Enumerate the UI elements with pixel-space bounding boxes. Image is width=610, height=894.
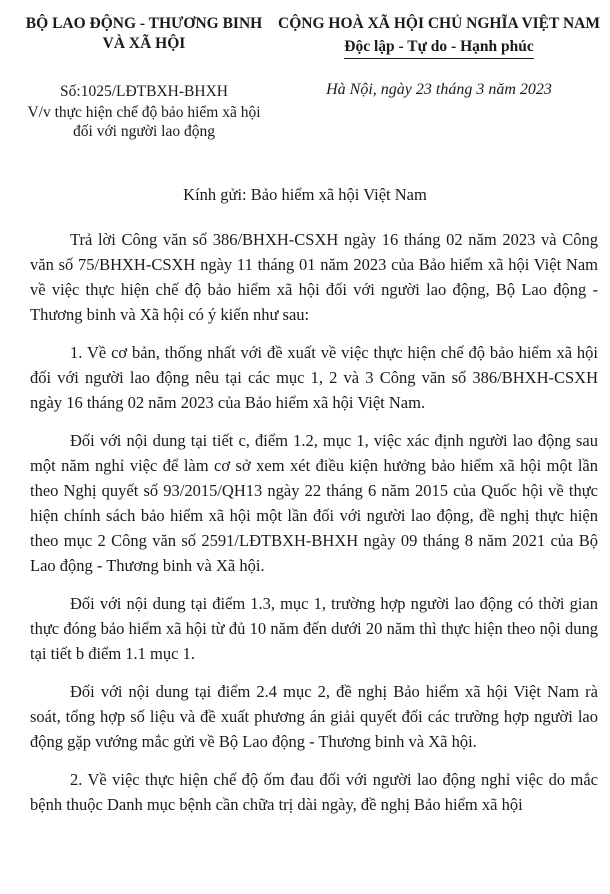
issuing-agency [14, 14, 274, 54]
document-reference [14, 82, 274, 141]
agency-line-2: VÀ XÃ HỘI [102, 35, 186, 52]
country-name: CỘNG HOÀ XÃ HỘI CHỦ NGHĨA VIỆT NAM [278, 15, 600, 32]
paragraph-2: 1. Về cơ bản, thống nhất với đề xuất về việc thực hiện chế độ bảo hiểm xã hội đối với người lao động nêu tại các mục 1, 2 và 3 Công văn số 386/BHXH-CSXH ngày 16 tháng 02 năm 2023 của Bảo hiểm xã hội Việt Nam. [30, 343, 598, 412]
paragraph-3: Đối với nội dung tại tiết c, điểm 1.2, mục 1, việc xác định người lao động sau một năm nghỉ việc để làm cơ sở xem xét điều kiện hưởng bảo hiểm xã hội một lần theo Nghị quyết số 93/2015/QH13 ngày 22 tháng 6 năm 2015 của Quốc hội về thực hiện chính sách bảo hiểm xã hội một lần đối với người lao động, đề nghị thực hiện theo mục 2 Công văn số 2591/LĐTBXH-BHXH ngày 09 tháng 8 năm 2021 của Bộ Lao động - Thương binh và Xã hội. [30, 431, 598, 575]
paragraph-5: Đối với nội dung tại điểm 2.4 mục 2, đề nghị Bảo hiểm xã hội Việt Nam rà soát, tổng hợp số liệu và đề xuất phương án giải quyết đối các trường hợp người lao động gặp vướng mắc gửi về Bộ Lao động - Thương binh và Xã hội. [30, 682, 598, 751]
subject-line-1: V/v thực hiện chế độ bảo hiểm xã hội [27, 104, 261, 121]
paragraph-4: Đối với nội dung tại điểm 1.3, mục 1, trường hợp người lao động có thời gian thực đóng bảo hiểm xã hội từ đủ 10 năm đến dưới 20 năm thì thực hiện theo nội dung tại tiết b điểm 1.1 mục 1. [30, 594, 598, 663]
subject-line-2: đối với người lao động [73, 123, 215, 140]
agency-line-1: BỘ LAO ĐỘNG - THƯƠNG BINH [25, 15, 263, 32]
document-date: Hà Nội, ngày 23 tháng 3 năm 2023 [326, 81, 552, 98]
recipient-line: Kính gửi: Bảo hiểm xã hội Việt Nam [183, 185, 427, 204]
document-number: Số:1025/LĐTBXH-BHXH [60, 83, 228, 100]
document-body [30, 227, 598, 830]
paragraph-6: 2. Về việc thực hiện chế độ ốm đau đối với người lao động nghỉ việc do mắc bệnh thuộc Danh mục bệnh cần chữa trị dài ngày, đề nghị Bảo hiểm xã hội [30, 770, 598, 814]
national-title [276, 14, 602, 59]
national-motto: Độc lập - Tự do - Hạnh phúc [344, 37, 533, 59]
paragraph-1: Trả lời Công văn số 386/BHXH-CSXH ngày 16 tháng 02 năm 2023 và Công văn số 75/BHXH-CSXH ngày 11 tháng 01 năm 2023 của Bảo hiểm xã hội Việt Nam về việc thực hiện chế độ bảo hiểm xã hội đối với người lao động, Bộ Lao động - Thương binh và Xã hội có ý kiến như sau: [30, 230, 598, 324]
